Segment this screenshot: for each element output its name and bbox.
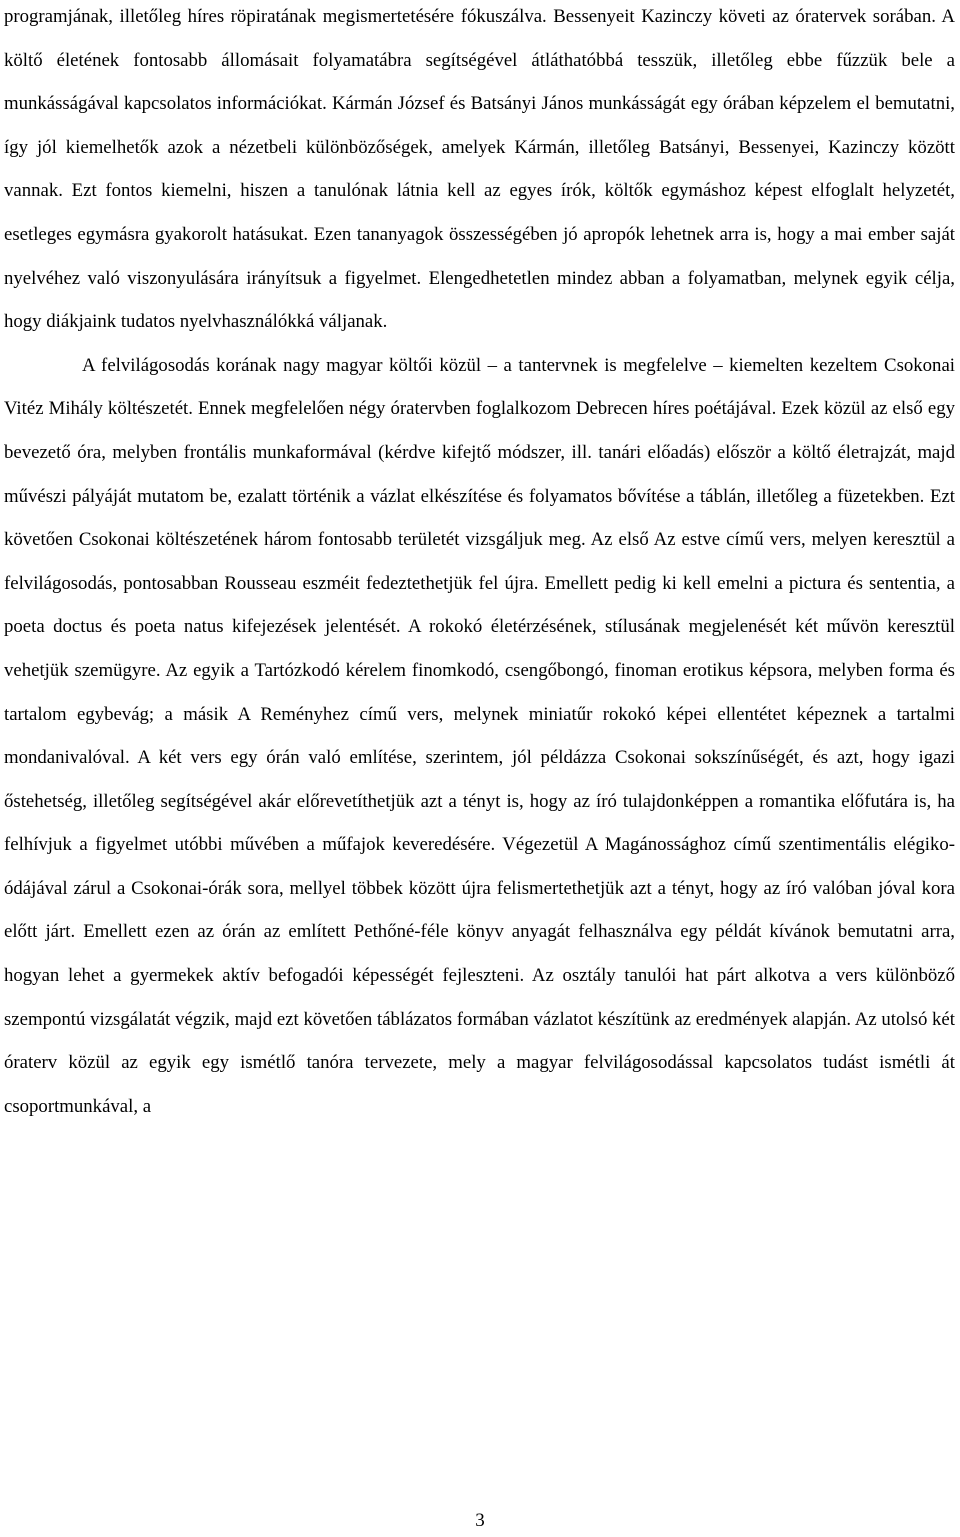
paragraph-continuation: programjának, illetőleg híres röpiratának megismertetésére fókuszálva. Bessenyeit Kazinczy követi az óratervek sorában. A költő életének fontosabb állomásait folyamatábra segítségével átláthatóbbá tesszük, illetőleg ebbe fűzzük bele a munkásságával kapcsolatos információkat. Kármán József és Batsányi János munkásságát egy órában képzelem el bemutatni, így jól kiemelhetők azok a nézetbeli különbözőségek, amelyek Kármán, illetőleg Batsányi, Bessenyei, Kazinczy között vannak. Ezt fontos kiemelni, hiszen a tanulónak látnia kell az egyes írók, költők egymáshoz képest elfoglalt helyzetét, esetleges egymásra gyakorolt hatásukat. Ezen tananyagok összességében jó apropók lehetnek arra is, hogy a mai ember saját nyelvéhez való viszonyulására irányítsuk a figyelmet. Elengedhetetlen mindez abban a folyamatban, melynek egyik célja, hogy diákjaink tudatos nyelvhasználókká váljanak. [4, 6, 955, 333]
page-number: 3 [475, 1510, 485, 1531]
document-page [4, 0, 955, 1128]
paragraph-csokonai: A felvilágosodás korának nagy magyar költői közül – a tantervnek is megfelelve – kiemelten kezeltem Csokonai Vitéz Mihály költészetét. Ennek megfelelően négy óratervben foglalkozom Debrecen híres poétájával. Ezek közül az első egy bevezető óra, melyben frontális munkaformával (kérdve kifejtő módszer, ill. tanári előadás) először a költő életrajzát, majd művészi pályáját mutatom be, ezalatt történik a vázlat elkészítése és folyamatos bővítése a táblán, illetőleg a füzetekben. Ezt követően Csokonai költészetének három fontosabb területét vizsgáljuk meg. Az első Az estve című vers, melyen keresztül a felvilágosodás, pontosabban Rousseau eszméit fedeztethetjük fel újra. Emellett pedig ki kell emelni a pictura és sententia, a poeta doctus és poeta natus kifejezések jelentését. A rokokó életérzésének, stílusának megjelenését két művön keresztül vehetjük szemügyre. Az egyik a Tartózkodó kérelem finomkodó, csengőbongó, finoman erotikus képsora, melyben forma és tartalom egybevág; a másik A Reményhez című vers, melynek miniatűr rokokó képei ellentétet képeznek a tartalmi mondanivalóval. A két vers egy órán való említése, szerintem, jól példázza Csokonai sokszínűségét, és azt, hogy igazi őstehetség, illetőleg segítségével akár előrevetíthetjük azt a tényt is, hogy az író tulajdonképpen a romantika előfutára is, ha felhívjuk a figyelmet utóbbi művében a műfajok keveredésére. Végezetül A Magánossághoz című szentimentális elégiko-ódájával zárul a Csokonai-órák sora, mellyel többek között újra felismertethetjük azt a tényt, hogy az író valóban jóval kora előtt járt. Emellett ezen az órán az említett Pethőné-féle könyv anyagát felhasználva egy példát kívánok bemutatni arra, hogyan lehet a gyermekek aktív befogadói képességét fejleszteni. Az osztály tanulói hat párt alkotva a vers különböző szempontú vizsgálatát végzik, majd ezt követően táblázatos formában vázlatot készítünk az eredmények alapján. Az utolsó két óraterv közül az egyik egy ismétlő tanóra tervezete, mely a magyar felvilágosodással kapcsolatos tudást ismétli át csoportmunkával, a [4, 354, 955, 1117]
